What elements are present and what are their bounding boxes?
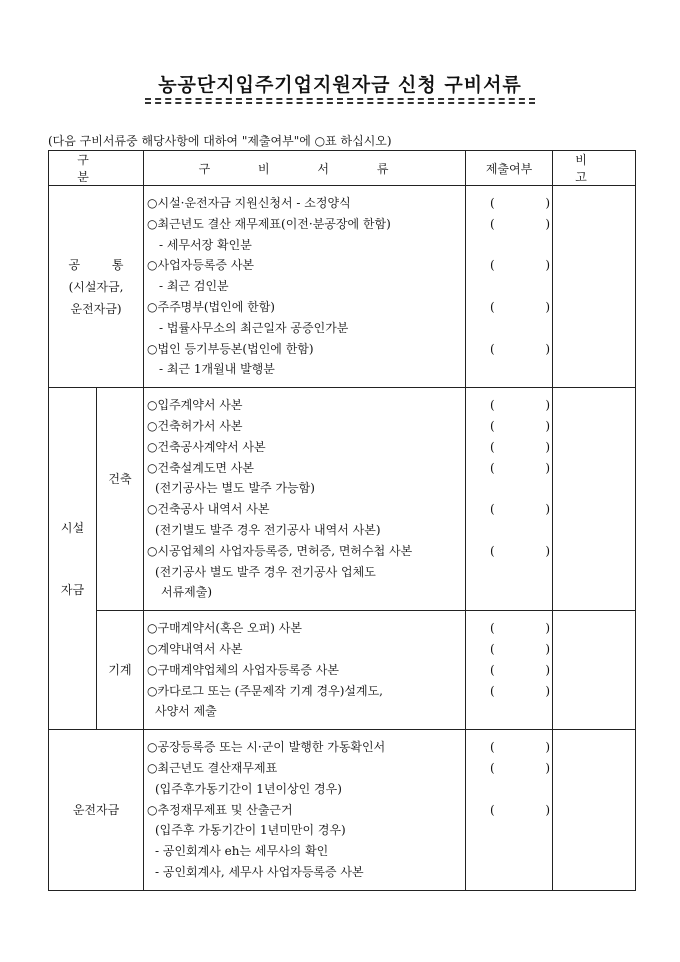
submit-mark[interactable]: ( )	[490, 760, 550, 775]
list-item: ○최근년도 결산 재무제표(이전·분공장에 한함)	[147, 216, 391, 231]
common-label-line: 운전자금)	[70, 301, 122, 316]
list-item: ○입주계약서 사본	[147, 398, 243, 413]
header-remarks: 비 고	[553, 151, 636, 186]
title-underline	[145, 98, 535, 100]
operating-submitted[interactable]	[466, 730, 553, 891]
submit-mark[interactable]: ( )	[490, 621, 550, 636]
list-item: ○건축공사계약서 사본	[147, 439, 266, 454]
submit-mark[interactable]: ( )	[490, 460, 550, 475]
list-item: ○법인 등기부등본(법인에 한함)	[147, 341, 314, 356]
submit-mark[interactable]: ( )	[490, 216, 550, 231]
list-item: ○구매계약서(혹은 오퍼) 사본	[147, 621, 302, 636]
list-item: - 공인회계사, 세무사 사업자등록증 사본	[155, 864, 364, 879]
submit-mark[interactable]: ( )	[490, 740, 550, 755]
machinery-label: 기계	[97, 611, 144, 730]
common-label	[49, 186, 144, 388]
list-item: - 최근 1개월내 발행분	[159, 362, 275, 377]
common-label-line: 공 통	[68, 257, 138, 272]
list-item: (전기별도 발주 경우 전기공사 내역서 사본)	[155, 522, 381, 537]
list-item: - 법률사무소의 최근일자 공증인가분	[159, 320, 349, 335]
title-underline	[145, 102, 535, 104]
submit-mark[interactable]: ( )	[490, 543, 550, 558]
common-submitted[interactable]	[466, 186, 553, 388]
list-item: ○주주명부(법인에 한함)	[147, 299, 275, 314]
document-title: 농공단지입주기업지원자금 신청 구비서류	[158, 74, 522, 96]
submit-mark[interactable]: ( )	[490, 196, 550, 210]
list-item: (입주후 가동기간이 1년미만이 경우)	[155, 823, 346, 838]
list-item: ○건축허가서 사본	[147, 418, 243, 433]
submit-mark[interactable]: ( )	[490, 418, 550, 433]
submit-mark[interactable]: ( )	[490, 341, 550, 356]
machinery-documents	[144, 611, 466, 730]
list-item: (전기공사 별도 발주 경우 전기공사 업체도	[155, 564, 376, 579]
submit-mark[interactable]: ( )	[490, 439, 550, 454]
submit-mark[interactable]: ( )	[490, 802, 550, 817]
machinery-remarks[interactable]	[553, 611, 636, 730]
list-item: - 공인회계사 eh는 세무사의 확인	[155, 844, 329, 859]
building-remarks[interactable]	[553, 388, 636, 611]
table-row	[49, 611, 636, 730]
operating-label: 운전자금	[49, 730, 144, 891]
list-item: ○사업자등록증 사본	[147, 258, 255, 273]
list-item: ○건축설계도면 사본	[147, 460, 255, 475]
instruction-text: (다음 구비서류중 해당사항에 대하여 "제출여부"에 ○표 하십시오)	[48, 134, 392, 148]
list-item: ○시설·운전자금 지원신청서 - 소정양식	[147, 196, 351, 210]
common-remarks[interactable]	[553, 186, 636, 388]
list-item: ○계약내역서 사본	[147, 641, 243, 656]
list-item: ○최근년도 결산재무제표	[147, 760, 278, 775]
table-row	[49, 186, 636, 388]
list-item: ○건축공사 내역서 사본	[147, 502, 270, 517]
submit-mark[interactable]: ( )	[490, 641, 550, 656]
submit-mark[interactable]: ( )	[490, 258, 550, 273]
list-item: - 최근 검인분	[159, 279, 229, 294]
header-documents: 구 비 서 류	[144, 151, 466, 186]
list-item: ○구매계약업체의 사업자등록증 사본	[147, 662, 339, 677]
list-item: 사양서 제출	[155, 704, 217, 719]
list-item: (입주후가동기간이 1년이상인 경우)	[155, 781, 342, 796]
submit-mark[interactable]: ( )	[490, 683, 550, 698]
submit-mark[interactable]: ( )	[490, 662, 550, 677]
header-category: 구 분	[49, 151, 144, 186]
operating-documents	[144, 730, 466, 891]
facility-label-line: 자금	[60, 582, 85, 597]
header-submitted: 제출여부	[466, 151, 553, 186]
building-submitted[interactable]	[466, 388, 553, 611]
submit-mark[interactable]: ( )	[490, 299, 550, 314]
documents-table	[48, 150, 636, 891]
list-item: ○추정재무제표 및 산출근거	[147, 802, 293, 817]
building-documents	[144, 388, 466, 611]
list-item: - 세무서장 확인분	[159, 237, 252, 252]
table-row	[49, 388, 636, 611]
table-header-row	[49, 151, 636, 186]
common-label-line: (시설자금,	[68, 279, 124, 294]
list-item: (전기공사는 별도 발주 가능함)	[155, 481, 315, 496]
list-item: ○공장등록증 또는 시·군이 발행한 가동확인서	[147, 740, 386, 755]
table-row	[49, 730, 636, 891]
list-item: 서류제출)	[161, 585, 213, 600]
facility-label-line: 시설	[60, 520, 85, 535]
machinery-submitted[interactable]	[466, 611, 553, 730]
list-item: ○카다로그 또는 (주문제작 기계 경우)설계도,	[147, 683, 383, 698]
submit-mark[interactable]: ( )	[490, 502, 550, 517]
operating-remarks[interactable]	[553, 730, 636, 891]
submit-mark[interactable]: ( )	[490, 398, 550, 413]
list-item: ○시공업체의 사업자등록증, 면허증, 면허수첩 사본	[147, 543, 413, 558]
building-label: 건축	[97, 388, 144, 611]
facility-label	[49, 388, 97, 730]
common-documents	[144, 186, 466, 388]
